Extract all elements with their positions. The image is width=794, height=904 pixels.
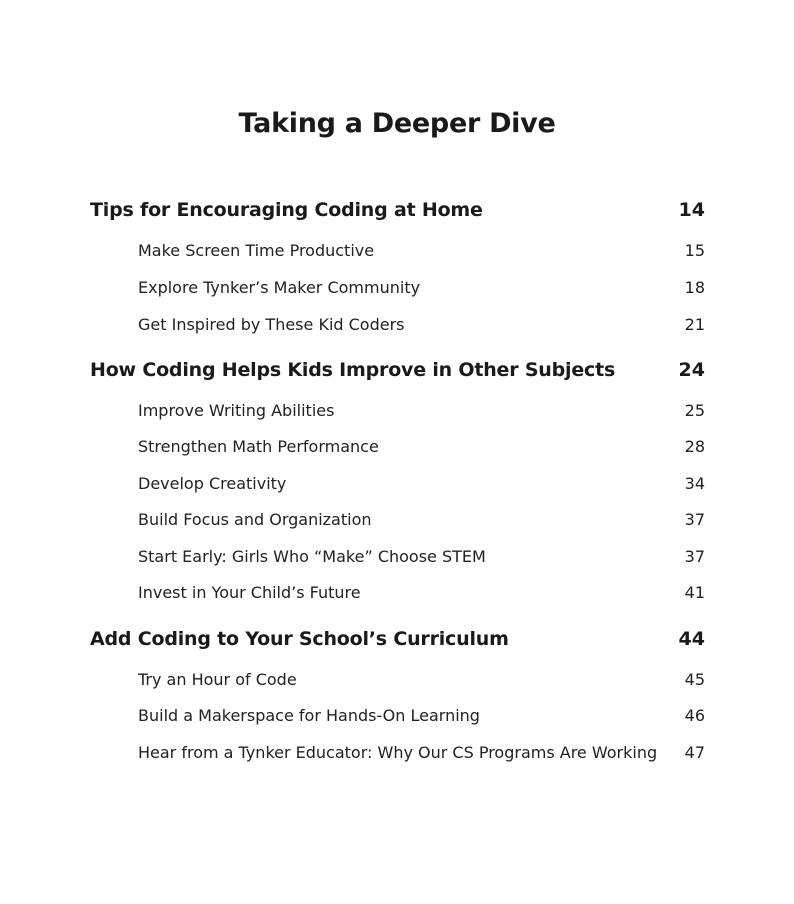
toc-section-title: How Coding Helps Kids Improve in Other Subjects	[90, 359, 616, 381]
toc-page-number: 24	[678, 359, 705, 381]
toc-page-number: 34	[684, 474, 705, 493]
toc-entry-title: Start Early: Girls Who “Make” Choose STEM	[138, 547, 486, 566]
toc-entry[interactable]	[0, 241, 794, 267]
toc-entry-title: Hear from a Tynker Educator: Why Our CS Programs Are Working	[138, 743, 658, 762]
toc-entry[interactable]	[0, 743, 794, 769]
toc-page-number: 21	[684, 315, 705, 334]
toc-entry[interactable]	[0, 670, 794, 696]
toc-page-number: 28	[684, 437, 705, 456]
toc-entry-title: Build a Makerspace for Hands-On Learning	[138, 706, 480, 725]
page-title: Taking a Deeper Dive	[238, 108, 556, 139]
toc-section-title: Add Coding to Your School’s Curriculum	[90, 628, 509, 650]
toc-entry[interactable]	[0, 474, 794, 500]
toc-page-number: 18	[684, 278, 705, 297]
toc-page-number: 14	[678, 199, 705, 221]
toc-page-number: 47	[684, 743, 705, 762]
toc-entry-title: Invest in Your Child’s Future	[138, 583, 361, 602]
toc-section-1[interactable]	[0, 199, 794, 225]
toc-page-number: 46	[684, 706, 705, 725]
toc-section-2[interactable]	[0, 359, 794, 385]
toc-section-3[interactable]	[0, 628, 794, 654]
toc-entry[interactable]	[0, 315, 794, 341]
toc-entry[interactable]	[0, 510, 794, 536]
toc-entry[interactable]	[0, 583, 794, 609]
toc-entry-title: Develop Creativity	[138, 474, 287, 493]
toc-entry-title: Build Focus and Organization	[138, 510, 372, 529]
toc-entry-title: Improve Writing Abilities	[138, 401, 335, 420]
toc-entry-title: Get Inspired by These Kid Coders	[138, 315, 405, 334]
toc-entry[interactable]	[0, 401, 794, 427]
toc-entry-title: Explore Tynker’s Maker Community	[138, 278, 421, 297]
toc-page-number: 37	[684, 510, 705, 529]
toc-page-number: 37	[684, 547, 705, 566]
toc-page-number: 25	[684, 401, 705, 420]
toc-page-number: 44	[678, 628, 705, 650]
toc-section-title: Tips for Encouraging Coding at Home	[90, 199, 483, 221]
toc-entry-title: Strengthen Math Performance	[138, 437, 379, 456]
toc-entry[interactable]	[0, 706, 794, 732]
toc-entry[interactable]	[0, 547, 794, 573]
toc-entry-title: Try an Hour of Code	[138, 670, 297, 689]
toc-entry-title: Make Screen Time Productive	[138, 241, 375, 260]
toc-entry[interactable]	[0, 278, 794, 304]
toc-page-number: 45	[684, 670, 705, 689]
toc-entry[interactable]	[0, 437, 794, 463]
toc-page-number: 15	[684, 241, 705, 260]
toc-page-number: 41	[684, 583, 705, 602]
